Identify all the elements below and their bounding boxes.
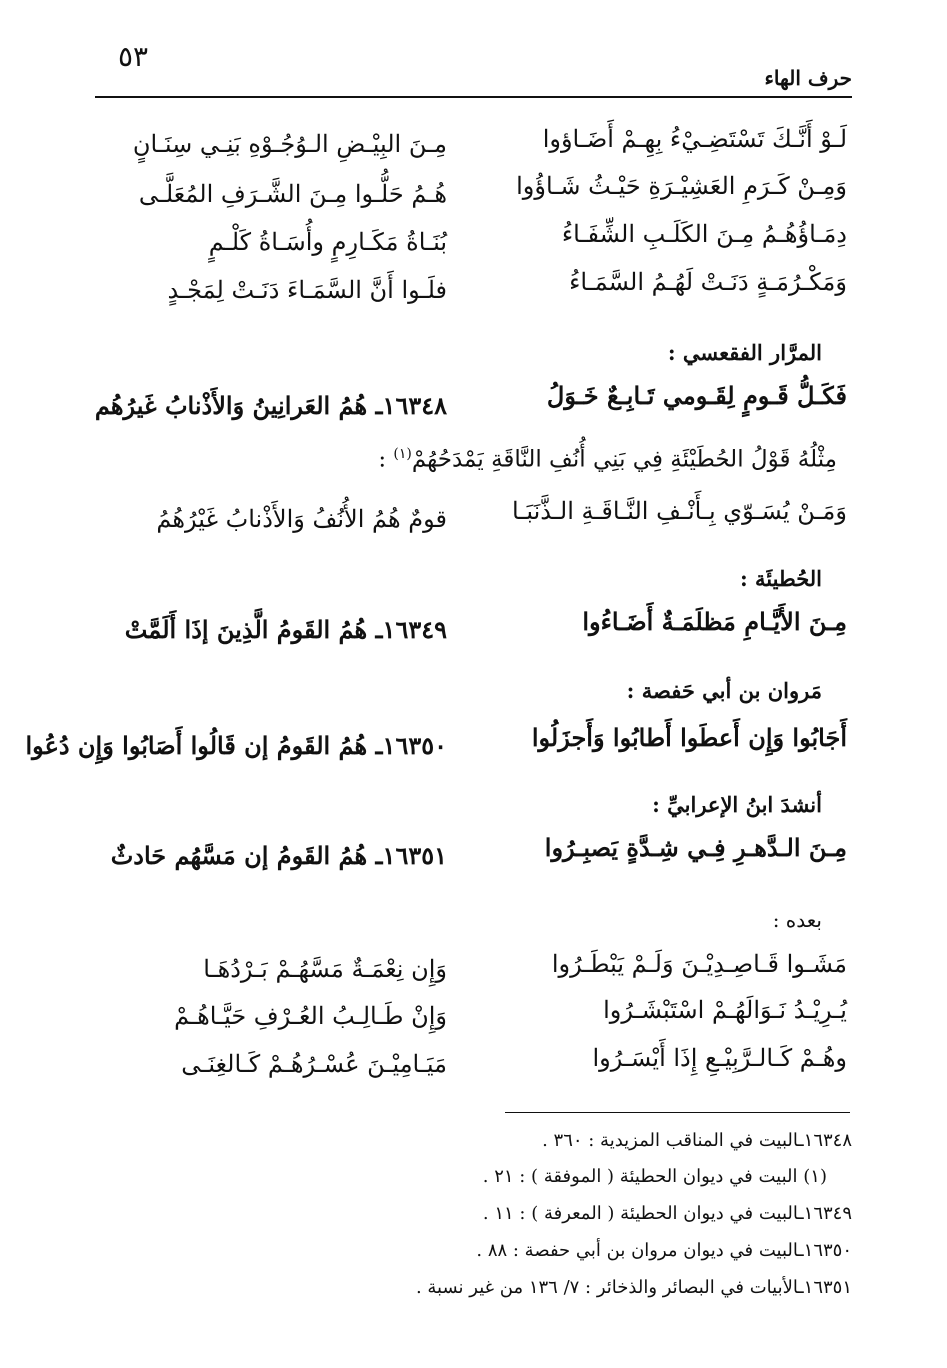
- footnote: [476, 1240, 852, 1261]
- footnote-rule: [505, 1112, 850, 1113]
- footnote-ref: (١): [393, 446, 412, 462]
- verse-2-first-hemistich: هُـمُ حَلُّـوا مِـنَ الشَّـرَفِ المُعَلَّـى: [138, 180, 447, 208]
- footnote-number: ١٦٣٤٨ـ: [798, 1130, 852, 1151]
- verse-5-second-hemistich: مَشَـوا قَـاصِـدِيْـنَ وَلَـمْ يَبْطَـرُوا: [551, 950, 847, 978]
- footnote-text: البيت في ديوان الحطيئة ( الموفقة ) : ٢١ .: [482, 1166, 798, 1187]
- verse-hutayah-second-hemistich: وَمَـنْ يُسَـوّي بِـأَنْـفِ النَّـاقَـةِ الـذَّنَبَـا: [512, 497, 847, 525]
- verse-6-second-hemistich: يُـرِيْـدُ نَـوَالَهُـمْ اسْتَبْشَـرُوا: [603, 996, 847, 1024]
- verse-6-first-hemistich: وَإِنْ طَـالِـبُ العُـرْفِ حَيَّـاهُـمْ: [174, 1002, 447, 1030]
- poet-name: المرَّار الفقعسي :: [667, 340, 822, 365]
- footnote-number: ١٦٣٥٠ـ: [798, 1240, 852, 1261]
- verse-7-second-hemistich: وهُـمْ كَـالـرَّبِيْـعِ إِذَا أَيْسَـرُوا: [592, 1044, 847, 1072]
- verse-16349-first-hemistich: ١٦٣٤٩ـ هُمُ القَومُ الَّذِينَ إذَا أَلَمَّتْ: [124, 615, 447, 644]
- poet-name: مَروان بن أبي حَفصة :: [626, 678, 822, 703]
- footnote-number: (١): [803, 1166, 827, 1187]
- verse-2-second-hemistich: وَمِـنْ كَـرَمِ العَشِيْـرَةِ حَيْـثُ شَـاؤُوا: [516, 172, 847, 200]
- verse-16350-second-hemistich: أَجَابُوا وَإِن أَعطَوا أَطابُوا وَأَجزَلُوا: [531, 723, 847, 752]
- header-rule: [95, 96, 852, 98]
- footnote-text: البيت في ديوان مروان بن أبي حفصة : ٨٨ .: [476, 1240, 799, 1261]
- verse-16349-second-hemistich: مِـنَ الأَيَّـامِ مَظلَمَـةٌ أَضَـاءُوا: [582, 607, 847, 636]
- verse-1-first-hemistich: مِـنَ البِيْـضِ الـوُجُـوْهِ بَنِـي سِنَـانٍ: [132, 130, 447, 158]
- footnote: [542, 1130, 852, 1151]
- verse-16350-first-hemistich: ١٦٣٥٠ـ هُمُ القَومُ إن قَالُوا أَصَابُوا وَإِن دُعُوا: [25, 731, 447, 760]
- verse-16351-second-hemistich: مِـنَ الـدَّهـرِ فِـي شِـدَّةٍ يَصبِـرُوا: [544, 833, 847, 862]
- footnote-text: البيت في ديوان الحطيئة ( المعرفة ) : ١١ .: [482, 1203, 799, 1224]
- verse-3-second-hemistich: دِمَـاؤُهُـمُ مِـنَ الكَلَـبِ الشِّفَـاءُ: [561, 220, 847, 248]
- verse-5-first-hemistich: وَإِن نِعْمَـةٌ مَسَّهُـمْ بَـرْدُهَـا: [203, 955, 447, 983]
- verse-4-second-hemistich: وَمَكْـرُمَـةٍ دَنَـتْ لَهُـمُ السَّمَـاءُ: [569, 268, 847, 296]
- footnote-text: البيت في المناقب المزيدية : ٣٦٠ .: [542, 1130, 799, 1151]
- footnote-text: الأبيات في البصائر والذخائر : ٧/ ١٣٦ من غير نسبة .: [415, 1277, 799, 1298]
- footnote: [416, 1277, 852, 1298]
- verse-4-first-hemistich: فلَـوا أَنَّ السَّمَـاءَ دَنَـتْ لِمَجْـدٍ: [167, 276, 447, 304]
- footnote-number: ١٦٣٤٩ـ: [798, 1203, 852, 1224]
- verse-hutayah-first-hemistich: قومٌ هُمُ الأُنُفُ وَالأَذْنابُ غَيْرُهُمُ: [156, 505, 447, 533]
- verse-3-first-hemistich: بُنَـاةُ مَكَـارِمٍ وأُسَـاةُ كَلْـمٍ: [208, 228, 447, 256]
- section-label: بعده :: [772, 908, 822, 932]
- footnote-number: ١٦٣٥١ـ: [798, 1277, 852, 1298]
- verse-7-first-hemistich: مَيَـامِيْـنَ عُسْـرُهُـمْ كَـالغِنَـى: [181, 1050, 447, 1078]
- prose-text: مِثْلُهُ قَوْلُ الحُطَيْئَةِ فِي بَنِي أُنُفِ النَّاقَةِ يَمْدَحُهُمْ: [411, 446, 837, 473]
- footnote: [483, 1166, 827, 1187]
- page-number: ٥٣: [118, 40, 149, 73]
- verse-1-second-hemistich: لَـوْ أَنَّـكَ تَسْتَضِـيْءُ بِهِـمْ أَضَـاؤوا: [542, 125, 847, 153]
- footnote: [483, 1203, 852, 1224]
- running-head: حرف الهاء: [764, 66, 852, 90]
- verse-16348-first-hemistich: ١٦٣٤٨ـ هُمُ العَرانِينُ وَالأَذْنابُ غَيرُهُم: [94, 391, 447, 420]
- verse-16348-second-hemistich: فَكَـلُّ قَـومٍ لِقَـومي تَـابِـعٌ خَـوَلُ: [546, 381, 847, 410]
- verse-16351-first-hemistich: ١٦٣٥١ـ هُمُ القَومُ إن مَسَّهُم حَادثٌ: [110, 841, 447, 870]
- poet-name: أنشدَ ابنُ الإعرابيِّ :: [652, 792, 822, 817]
- prose-line: [378, 446, 837, 473]
- poet-name: الحُطيئَة :: [739, 566, 822, 591]
- prose-colon: :: [378, 446, 394, 473]
